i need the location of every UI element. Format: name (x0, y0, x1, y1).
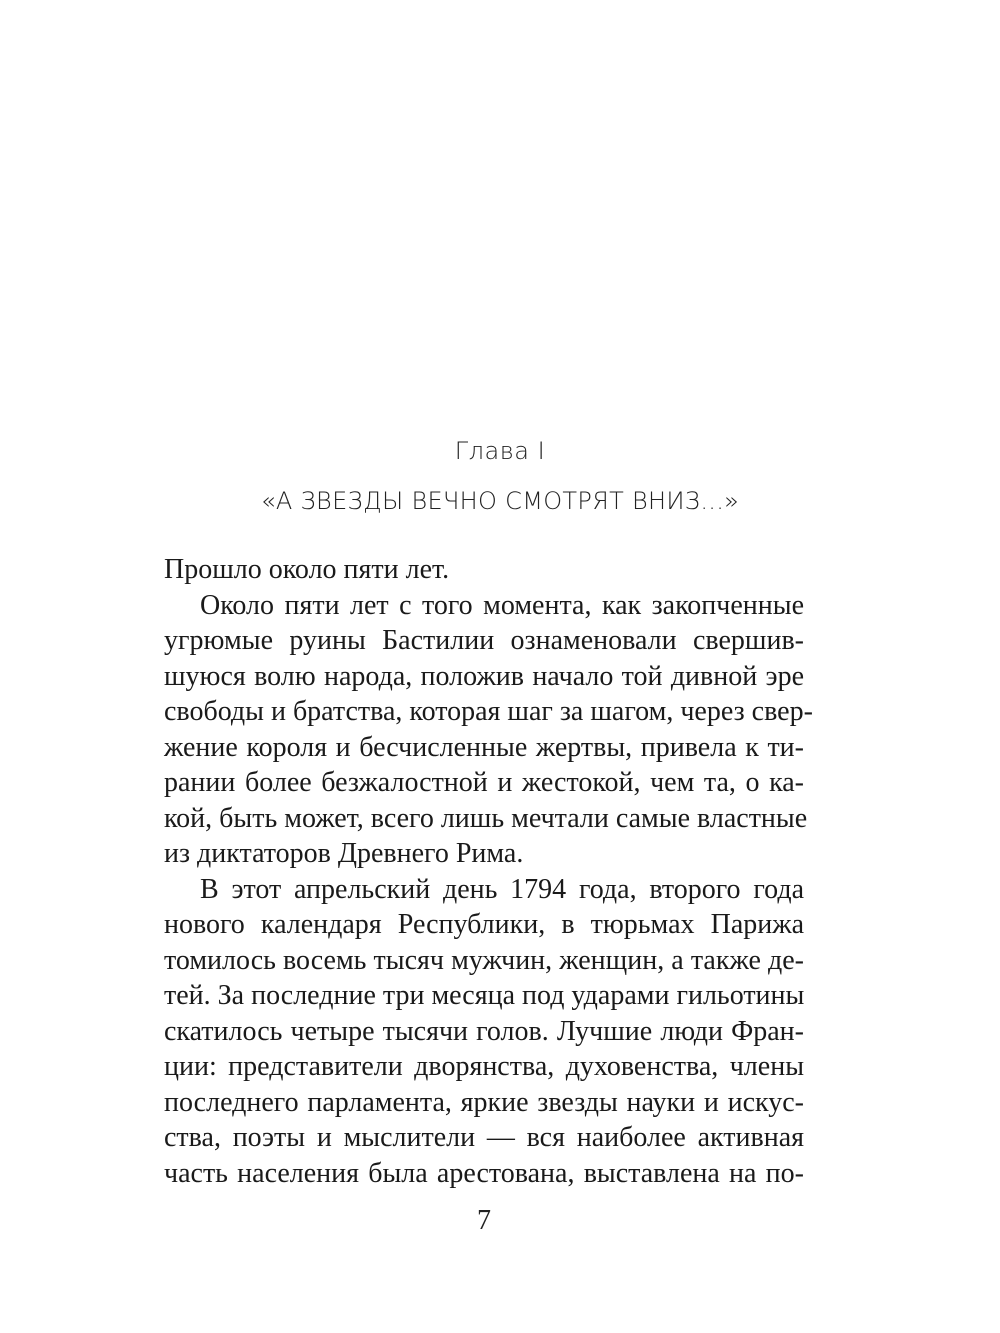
text-line: скатилось четыре тысячи голов. Лучшие люди Фран- (164, 1015, 804, 1047)
body-text (164, 552, 813, 1191)
chapter-label: Глава I (454, 437, 546, 465)
text-line: нового календаря Республики, в тюрьмах Парижа (164, 909, 804, 940)
page-number: 7 (477, 1205, 491, 1236)
text-line: жение короля и бесчисленные жертвы, привела к ти- (164, 731, 804, 763)
text-line: В этот апрельский день 1794 года, второго года (200, 873, 804, 905)
chapter-title: «А ЗВЕЗДЫ ВЕЧНО СМОТРЯТ ВНИЗ...» (260, 487, 740, 515)
text-line: Прошло около пяти лет. (164, 554, 450, 585)
text-line: кой, быть может, всего лишь мечтали самые властные (164, 802, 808, 834)
text-line: угрюмые руины Бастилии ознаменовали свершив- (164, 625, 804, 656)
text-line: часть населения была арестована, выставлена на по- (164, 1157, 804, 1189)
text-line: рании более безжалостной и жестокой, чем та, о ка- (164, 767, 804, 798)
text-line: тей. За последние три месяца под ударами гильотины (164, 980, 805, 1011)
text-line: шуюся волю народа, положив начало той дивной эре (164, 660, 804, 692)
text-line: Около пяти лет с того момента, как закопченные (200, 589, 804, 621)
text-line: ции: представители дворянства, духовенства, члены (164, 1051, 804, 1082)
text-line: последнего парламента, яркие звезды науки и искус- (164, 1086, 804, 1118)
text-line: ства, поэты и мыслители — вся наиболее активная (164, 1122, 804, 1153)
text-line: томилось восемь тысяч мужчин, женщин, а также де- (164, 944, 804, 976)
text-line: свободы и братства, которая шаг за шагом, через свер- (164, 696, 813, 727)
text-line: из диктаторов Древнего Рима. (164, 838, 524, 869)
